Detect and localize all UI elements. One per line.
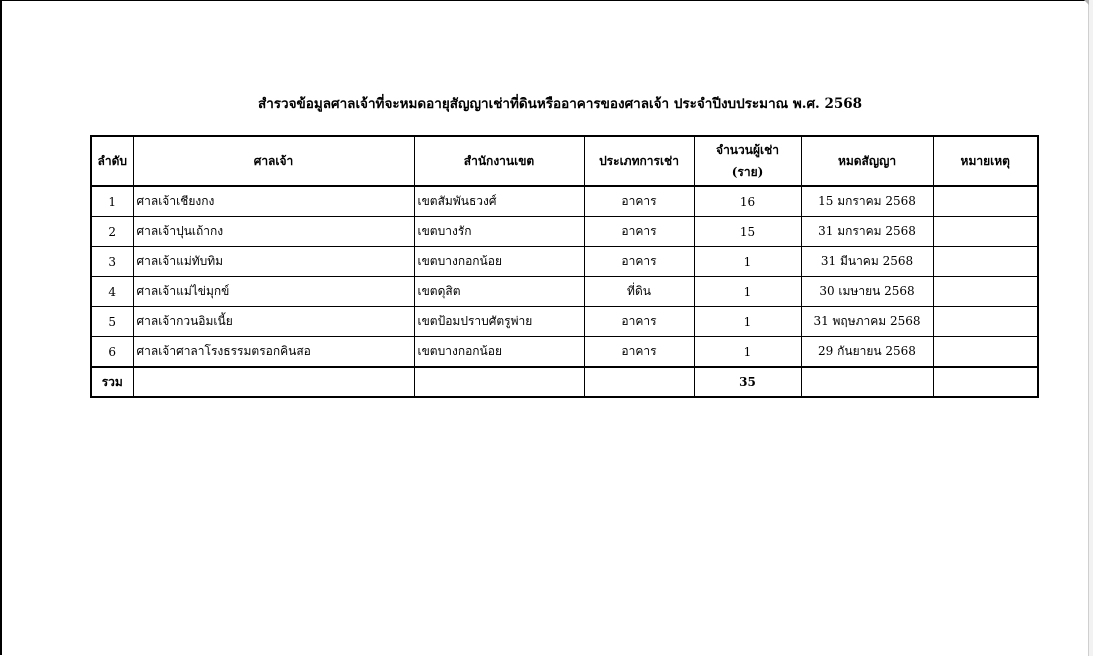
cell-expiry: 31 มีนาคม 2568 [801,247,933,277]
cell-tenants: 1 [694,337,801,368]
cell-expiry: 29 กันยายน 2568 [801,337,933,368]
cell-district: เขตสัมพันธวงศ์ [414,186,584,217]
cell-tenants: 15 [694,217,801,247]
cell-lease-type: อาคาร [584,307,694,337]
header-tenants-line2: (ราย) [731,165,764,179]
cell-expiry: 31 มกราคม 2568 [801,217,933,247]
cell-lease-type: อาคาร [584,247,694,277]
table-row [91,186,1038,217]
header-district: สำนักงานเขต [414,136,584,186]
cell-district: เขตบางรัก [414,217,584,247]
total-empty-district [414,367,584,397]
cell-district: เขตบางกอกน้อย [414,247,584,277]
cell-shrine: ศาลเจ้าแม่ทับทิม [133,247,414,277]
page-corner-marker [1084,0,1089,5]
cell-expiry: 31 พฤษภาคม 2568 [801,307,933,337]
header-lease-type: ประเภทการเช่า [584,136,694,186]
cell-remark [933,217,1038,247]
cell-tenants: 16 [694,186,801,217]
table-row [91,277,1038,307]
vertical-scrollbar[interactable] [1088,0,1093,656]
table-row [91,247,1038,277]
table-header-row [91,136,1038,186]
total-empty-expiry [801,367,933,397]
total-empty-remark [933,367,1038,397]
table-row [91,217,1038,247]
cell-order: 2 [91,217,133,247]
cell-remark [933,277,1038,307]
header-remark: หมายเหตุ [933,136,1038,186]
total-empty-lease-type [584,367,694,397]
cell-shrine: ศาลเจ้าแม่ไข่มุกข์ [133,277,414,307]
cell-remark [933,247,1038,277]
cell-shrine: ศาลเจ้ากวนอิมเนี้ย [133,307,414,337]
total-row [91,367,1038,397]
cell-order: 5 [91,307,133,337]
cell-district: เขตบางกอกน้อย [414,337,584,368]
header-shrine: ศาลเจ้า [133,136,414,186]
cell-shrine: ศาลเจ้าเชียงกง [133,186,414,217]
cell-shrine: ศาลเจ้าศาลาโรงธรรมตรอกคินสอ [133,337,414,368]
cell-expiry: 30 เมษายน 2568 [801,277,933,307]
cell-order: 4 [91,277,133,307]
cell-order: 3 [91,247,133,277]
cell-shrine: ศาลเจ้าปุนเถ้ากง [133,217,414,247]
cell-district: เขตป้อมปราบศัตรูพ่าย [414,307,584,337]
document-title: สำรวจข้อมูลศาลเจ้าที่จะหมดอายุสัญญาเช่าที่ดินหรืออาคารของศาลเจ้า ประจำปีงบประมาณ พ.ศ. 2568 [257,96,863,112]
lease-expiry-table [90,135,1039,398]
total-tenants: 35 [694,367,801,397]
cell-order: 1 [91,186,133,217]
cell-lease-type: อาคาร [584,186,694,217]
header-tenants [694,136,801,186]
cell-expiry: 15 มกราคม 2568 [801,186,933,217]
header-tenants-line1: จำนวนผู้เช่า [716,143,779,157]
cell-tenants: 1 [694,277,801,307]
header-expiry: หมดสัญญา [801,136,933,186]
cell-tenants: 1 [694,247,801,277]
header-order: ลำดับ [91,136,133,186]
cell-remark [933,307,1038,337]
table-row [91,337,1038,368]
total-empty-shrine [133,367,414,397]
cell-lease-type: อาคาร [584,217,694,247]
cell-order: 6 [91,337,133,368]
cell-lease-type: ที่ดิน [584,277,694,307]
cell-tenants: 1 [694,307,801,337]
cell-district: เขตดุสิต [414,277,584,307]
cell-remark [933,337,1038,368]
total-label: รวม [91,367,133,397]
table-row [91,307,1038,337]
cell-remark [933,186,1038,217]
cell-lease-type: อาคาร [584,337,694,368]
